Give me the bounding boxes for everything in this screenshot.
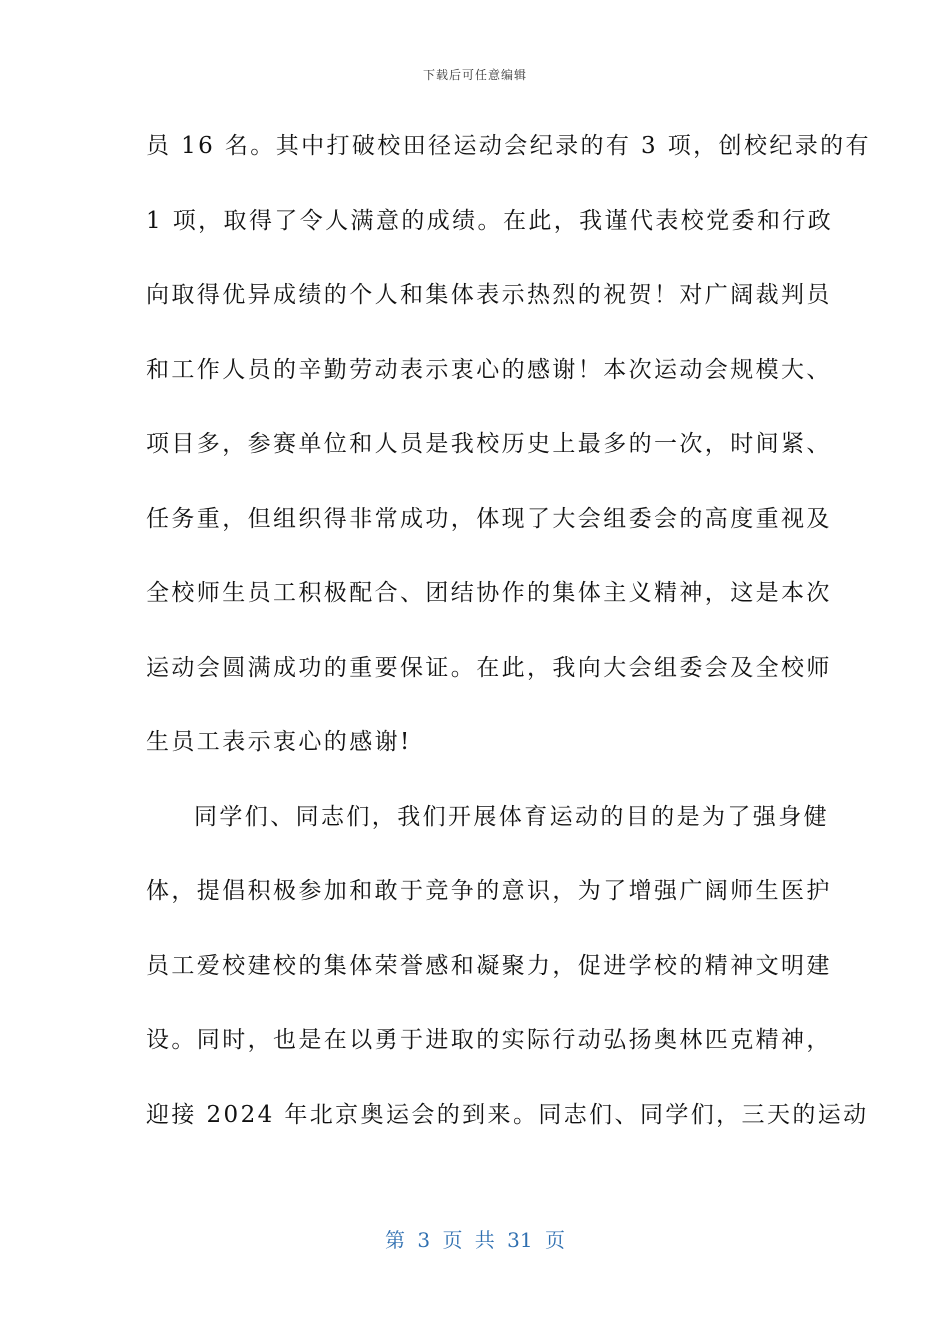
page-number-footer: 第 3 页 共 31 页 [385, 1228, 565, 1252]
text-line: 体，提倡积极参加和敢于竞争的意识，为了增强广阔师生医护 [146, 878, 832, 904]
text-line: 生员工表示衷心的感谢! [146, 729, 412, 755]
text-line: 全校师生员工积极配合、团结协作的集体主义精神，这是本次 [146, 580, 832, 606]
text-line: 运动会圆满成功的重要保证。在此，我向大会组委会及全校师 [146, 654, 832, 681]
download-edit-note: 下载后可任意编辑 [422, 68, 527, 82]
text-line: 和工作人员的辛勤劳动表示衷心的感谢！本次运动会规模大、 [146, 356, 832, 383]
text-line: 任务重，但组织得非常成功，体现了大会组委会的高度重视及 [146, 505, 832, 532]
paragraph-start-line: 同学们、同志们，我们开展体育运动的目的是为了强身健 [194, 803, 829, 830]
text-line: 设。同时，也是在以勇于进取的实际行动弘扬奥林匹克精神， [146, 1027, 832, 1053]
document-body [146, 126, 871, 1169]
text-line: 员 16 名。其中打破校田径运动会纪录的有 3 项，创校纪录的有 [146, 133, 871, 159]
text-line: 向取得优异成绩的个人和集体表示热烈的祝贺！对广阔裁判员 [146, 282, 832, 308]
text-line: 项目多，参赛单位和人员是我校历史上最多的一次，时间紧、 [146, 431, 832, 457]
text-line: 迎接 2024 年北京奥运会的到来。同志们、同学们，三天的运动 [146, 1101, 869, 1128]
text-line: 1 项，取得了令人满意的成绩。在此，我谨代表校党委和行政 [146, 207, 834, 234]
text-line: 员工爱校建校的集体荣誉感和凝聚力，促进学校的精神文明建 [146, 952, 832, 979]
